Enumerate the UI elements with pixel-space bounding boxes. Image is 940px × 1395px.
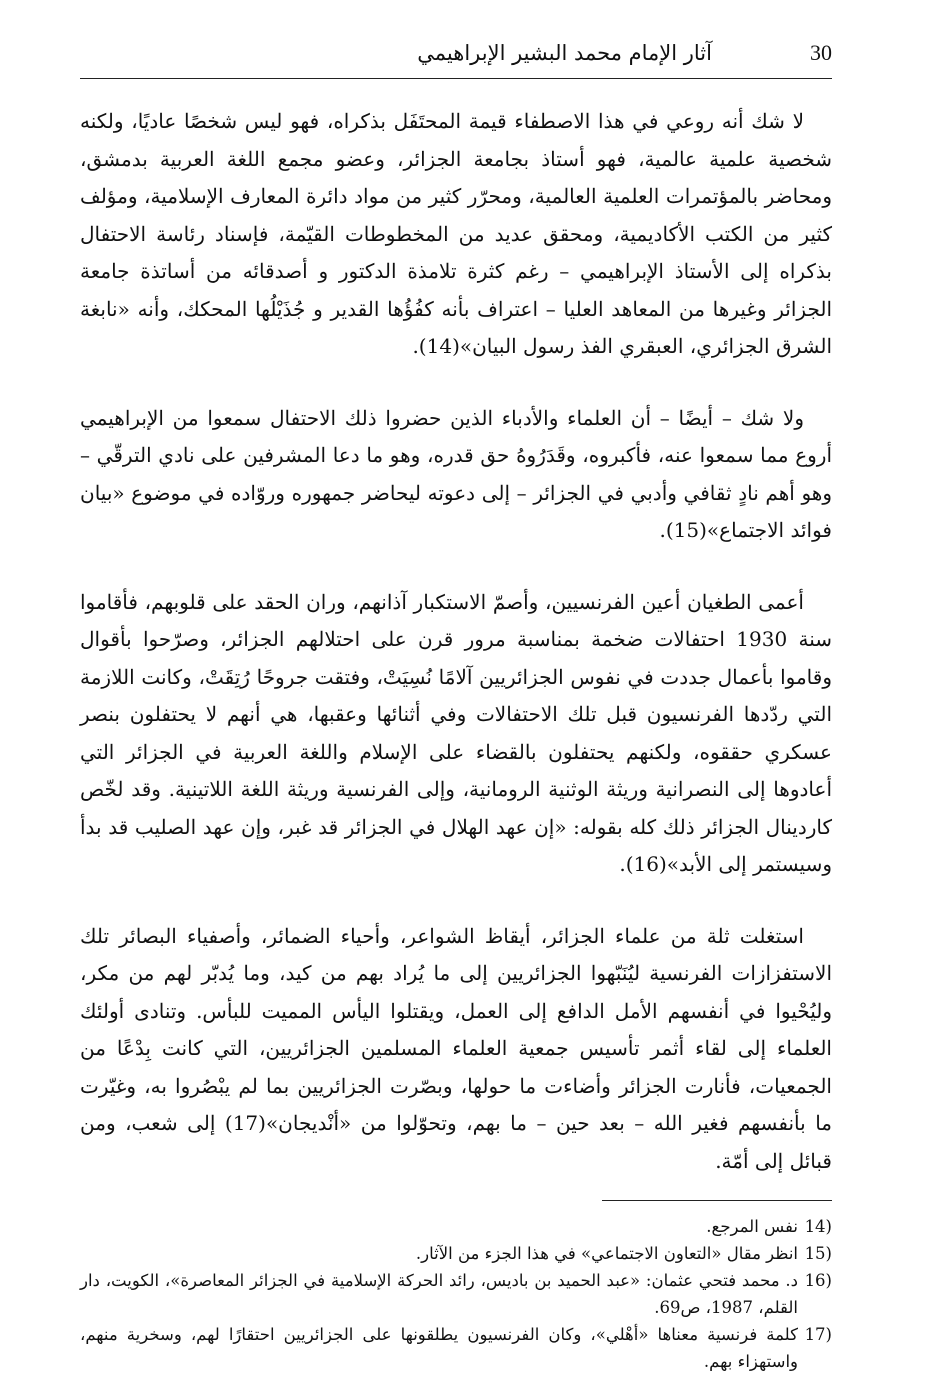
footnote-text: د. محمد فتحي عثمان: «عبد الحميد بن باديس، رائد الحركة الإسلامية في الجزائر المعاصرة»، الكويت، دار القلم، 1987، ص69. (80, 1271, 798, 1317)
footnote (80, 1213, 832, 1240)
footnote-number: 16) (804, 1271, 832, 1290)
footnote (80, 1321, 832, 1375)
paragraph: ولا شك – أيضًا – أن العلماء والأدباء الذين حضروا ذلك الاحتفال سمعوا من الإبراهيمي أروع مما سمعوا عنه، فأكبروه، وقَدَرُوهُ حق قدره، وهو ما دعا المشرفين على نادي الترقّي – وهو أهم نادٍ ثقافي وأدبي في الجزائر – إلى دعوته ليحاضر جمهوره وروّاده في موضوع «بيان فوائد الاجتماع»(15). (80, 405, 832, 542)
paragraph: لا شك أنه روعي في هذا الاصطفاء قيمة المحتَفَل بذكراه، فهو ليس شخصًا عاديًا، ولكنه شخصية علمية عالمية، فهو أستاذ بجامعة الجزائر، وعضو مجمع اللغة العربية بدمشق، ومحاضر بالمؤتمرات العلمية العالمية، ومحرّر كثير من مواد دائرة المعارف الإسلامية، ومؤلف كثير من الكتب الأكاديمية، ومحقق عديد من المخطوطات القيّمة، فإسناد رئاسة الاحتفال بذكراه إلى الأستاذ الإبراهيمي – رغم كثرة تلامذة الدكتور و أصدقائه من أساتذة جامعة الجزائر وغيرها من المعاهد العليا – اعتراف بأنه كفُؤُها القدير و جُذَيْلُها المحكك، وأنه «نابغة الشرق الجزائري، العبقري الفذ رسول البيان»(14). (80, 109, 833, 358)
footnote-text: كلمة فرنسية معناها «أهْلي»، وكان الفرنسيون يطلقونها على الجزائريين احتقارًا لهم، وسخرية منهم، واستهزاء بهم. (80, 1325, 798, 1371)
footnote-number: 17) (804, 1325, 832, 1344)
footnote (80, 1240, 832, 1267)
running-title: آثار الإمام محمد البشير الإبراهيمي (417, 41, 712, 65)
page-number: 30 (810, 40, 832, 65)
paragraph: أعمى الطغيان أعين الفرنسيين، وأصمّ الاستكبار آذانهم، وران الحقد على قلوبهم، فأقاموا سنة 1930 احتفالات ضخمة بمناسبة مرور قرن على احتلالهم الجزائر، وصرّحوا بأقوال وقاموا بأعمال جددت في نفوس الجزائريين آلامًا نُسِيَتْ، وفتقت جروحًا رُتِقَتْ، وكانت اللازمة التي ردّدها الفرنسيون قبل تلك الاحتفالات وفي أثنائها وعقبها، هي أنهم لا يحتفلون بنصر عسكري حققوه، ولكنهم يحتفلون بالقضاء على الإسلام واللغة العربية في الجزائر التي أعادوها إلى النصرانية وريثة الوثنية الرومانية، وإلى الفرنسية وريثة اللغة اللاتينية. وقد لخّص كاردينال الجزائر ذلك كله بقوله: «إن عهد الهلال في الجزائر قد غبر، وإن عهد الصليب قد بدأ وسيستمر إلى الأبد»(16). (80, 589, 832, 876)
footnote-number: 15) (804, 1244, 832, 1263)
running-header (80, 28, 832, 79)
footnote-separator (602, 1200, 832, 1201)
footnote-text: نفس المرجع. (706, 1217, 798, 1236)
footnote-number: 14) (804, 1217, 832, 1236)
footnote (80, 1267, 832, 1321)
footnotes (80, 1213, 832, 1375)
book-page (80, 28, 832, 1375)
paragraph: استغلت ثلة من علماء الجزائر، أيقاظ الشواعر، وأحياء الضمائر، وأصفياء البصائر تلك الاستفزازات الفرنسية ليُنَبّهوا الجزائريين إلى ما يُراد بهم من كيد، وما يُدبّر لهم من مكر، وليُحْيوا في أنفسهم الأمل الدافع إلى العمل، ويقتلوا اليأس المميت للبأس. وتنادى أولئك العلماء إلى لقاء أثمر تأسيس جمعية العلماء المسلمين الجزائريين، التي كانت بِدْعًا من الجمعيات، فأنارت الجزائر وأضاءت ما حولها، وبصّرت الجزائريين بما لم يبْصُروا به، وغيّرت ما بأنفسهم فغير الله – بعد حين – ما بهم، وتحوّلوا من «أنْديجان»(17) إلى شعب، ومن قبائل إلى أمّة. (80, 923, 832, 1173)
footnote-text: انظر مقال «التعاون الاجتماعي» في هذا الجزء من الآثار. (415, 1244, 798, 1263)
main-text (80, 103, 832, 1180)
